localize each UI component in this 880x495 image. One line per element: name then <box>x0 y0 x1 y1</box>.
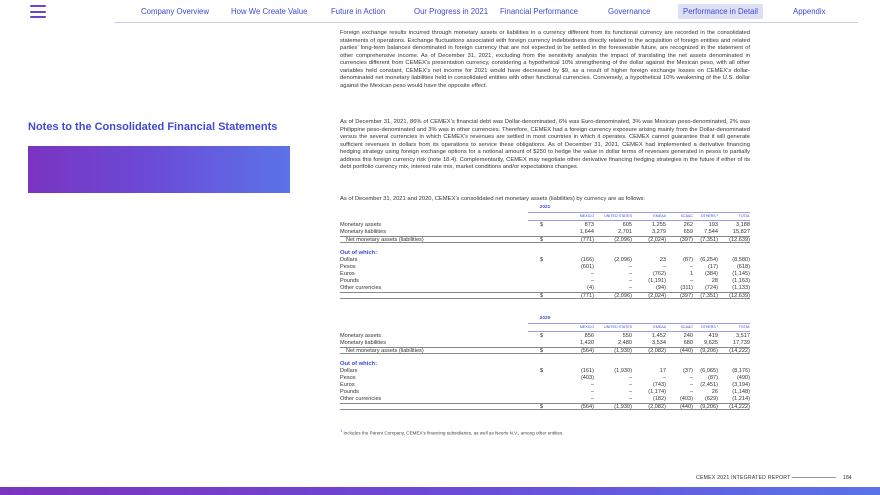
table-row <box>340 368 750 375</box>
table-row <box>340 257 750 264</box>
footnote-mark: 1 <box>340 428 343 433</box>
column-header: UNITED STATES <box>604 325 632 329</box>
cell-value: 1,644 <box>580 229 594 235</box>
cell-value: – <box>689 389 693 395</box>
nav-future-in-action[interactable]: Future in Action <box>331 7 386 16</box>
cell-value: (564) <box>580 348 594 354</box>
cell-value: – <box>628 278 632 284</box>
footnote-text: Includes the Parent Company, CEMEX’s financing subsidiaries, as well as Neoris N.V., among other entities. <box>343 430 564 436</box>
cell-value: (2,096) <box>614 293 632 299</box>
section-banner-image <box>28 146 290 193</box>
cell-value: (403) <box>679 396 693 402</box>
currency-symbol: $ <box>540 368 544 374</box>
cell-value: 193 <box>708 222 718 228</box>
cell-value: (724) <box>704 285 718 291</box>
cell-value: – <box>689 278 693 284</box>
cell-value: – <box>662 264 666 270</box>
bottom-gradient-bar <box>0 487 880 495</box>
column-header: SCA&C <box>680 325 693 329</box>
nav-company-overview[interactable]: Company Overview <box>141 7 210 16</box>
cell-value: – <box>590 271 594 277</box>
row-label: Monetary liabilities <box>340 340 387 346</box>
cell-value: – <box>662 375 666 381</box>
year-underline <box>528 323 750 324</box>
cell-value: (618) <box>736 264 750 270</box>
cell-value: 262 <box>683 222 693 228</box>
cell-value: (397) <box>679 293 693 299</box>
row-label: Euros <box>340 271 355 277</box>
cell-value: 873 <box>584 222 594 228</box>
cell-value: (12,639) <box>729 237 750 243</box>
cell-value: – <box>628 396 632 402</box>
currency-symbol: $ <box>540 237 544 243</box>
cell-value: (1,930) <box>614 348 632 354</box>
cell-value: (1,148) <box>732 389 750 395</box>
cell-value: (14,222) <box>729 348 750 354</box>
cell-value: 3,517 <box>736 333 750 339</box>
currency-symbol: $ <box>540 222 544 228</box>
nav-governance[interactable]: Governance <box>608 7 651 16</box>
column-header: MEXICO <box>579 325 594 329</box>
cell-value: (94) <box>656 285 666 291</box>
cell-value: (1,145) <box>732 271 750 277</box>
table-row <box>340 340 750 347</box>
cell-value: (771) <box>580 237 594 243</box>
cell-value: (17) <box>708 264 718 270</box>
column-header: EMEAA <box>653 325 666 329</box>
nav-financial-performance[interactable]: Financial Performance <box>500 7 579 16</box>
cell-value: 15,827 <box>732 229 750 235</box>
table-total-row <box>340 347 750 354</box>
cell-value: (6,065) <box>700 368 718 374</box>
column-header: TOTAL <box>738 325 750 329</box>
cell-value: (166) <box>580 257 594 263</box>
year-underline <box>528 212 750 213</box>
report-title: CEMEX 2021 INTEGRATED REPORT <box>696 475 791 481</box>
cell-value: 17,739 <box>732 340 750 346</box>
cell-value: (384) <box>704 271 718 277</box>
table-2021 <box>340 205 750 315</box>
cell-value: (311) <box>680 285 693 291</box>
cell-value: (6,254) <box>700 257 718 263</box>
row-label: Net monetary assets (liabilities) <box>346 237 424 243</box>
cell-value: (8,176) <box>732 368 750 374</box>
cell-value: (440) <box>679 404 693 410</box>
cell-value: (2,024) <box>648 293 666 299</box>
cell-value: (397) <box>679 237 693 243</box>
cell-value: (762) <box>652 271 666 277</box>
cell-value: 856 <box>584 333 594 339</box>
cell-value: (9,206) <box>700 348 718 354</box>
table-row <box>340 382 750 389</box>
cell-value: (2,024) <box>648 237 666 243</box>
row-label: Pesos <box>340 375 356 381</box>
cell-value: 23 <box>659 257 666 263</box>
out-of-which-label: Out of which: <box>340 250 378 256</box>
cell-value: 3,279 <box>652 229 666 235</box>
header-underline <box>528 331 750 332</box>
paragraph-table-intro: As of December 31, 2021 and 2020, CEMEX’s consolidated net monetary assets (liabilities) by currency are as follows: <box>340 196 646 202</box>
row-label: Dollars <box>340 257 358 263</box>
cell-value: (1,930) <box>614 404 632 410</box>
page-number: 184 <box>843 475 852 481</box>
table-row <box>340 278 750 285</box>
header-underline <box>528 220 750 221</box>
cell-value: (1,163) <box>732 278 750 284</box>
row-label: Other currencies <box>340 396 382 402</box>
table-row <box>340 333 750 340</box>
currency-symbol: $ <box>540 257 544 263</box>
cell-value: 1,420 <box>580 340 594 346</box>
table-row <box>340 222 750 229</box>
cell-value: 419 <box>708 333 718 339</box>
section-title: Notes to the Consolidated Financial Statements <box>28 121 278 133</box>
nav-performance-in-detail[interactable]: Performance in Detail <box>678 4 763 19</box>
currency-symbol: $ <box>540 404 544 410</box>
row-label: Net monetary assets (liabilities) <box>346 348 424 354</box>
cell-value: 28 <box>711 278 718 284</box>
cell-value: (2,096) <box>614 257 632 263</box>
cell-value: 3,534 <box>652 340 666 346</box>
cell-value: (743) <box>652 382 666 388</box>
nav-menu <box>0 0 880 24</box>
cell-value: (14,222) <box>729 404 750 410</box>
table-2020 <box>340 316 750 426</box>
cell-value: – <box>590 389 594 395</box>
cell-value: 2,480 <box>618 340 632 346</box>
cell-value: – <box>628 375 632 381</box>
cell-value: 659 <box>683 229 693 235</box>
cell-value: (1,191) <box>648 278 666 284</box>
table-row <box>340 389 750 396</box>
cell-value: – <box>628 382 632 388</box>
paragraph-debt-currency: As of December 31, 2021, 86% of CEMEX’s financial debt was Dollar-denominated, 6% was Euro-denominated, 3% was Mexican peso-denominated, 2% was Philippine peso-denominated and 3% was in other currencies. Therefore, CEMEX had a foreign currency exposure arising mainly from the Dollar-denominated versus the several currencies in which CEMEX’s revenues are settled in most countries in which it operates. CEMEX cannot guarantee that it will generate sufficient revenues in dollars from its operations to service these obligations. As of December 31, 2021, CEMEX had implemented a derivative financing hedging strategy using foreign exchange options for a notional amount of $250 to hedge the value in dollar terms of revenues generated in pesos to partially address this foreign currency risk (note 18.4). Complementarily, CEMEX may negotiate other derivative financing hedging strategies in the future if either of its debt portfolio currency mix, interest rate mix, market conditions and/or expectations changes. <box>340 119 750 170</box>
cell-value: (490) <box>736 375 750 381</box>
cell-value: 9,625 <box>704 340 718 346</box>
cell-value: 605 <box>622 222 632 228</box>
nav-divider <box>115 22 858 23</box>
cell-value: (564) <box>580 404 594 410</box>
cell-value: (403) <box>580 375 594 381</box>
row-label: Dollars <box>340 368 358 374</box>
cell-value: (87) <box>683 257 693 263</box>
row-label: Monetary assets <box>340 222 382 228</box>
column-header: EMEAA <box>653 214 666 218</box>
nav-how-we-create-value[interactable]: How We Create Value <box>231 7 308 16</box>
top-navigation-bar <box>0 0 880 24</box>
cell-value: – <box>590 278 594 284</box>
table-row <box>340 229 750 236</box>
row-label: Monetary liabilities <box>340 229 387 235</box>
cell-value: 26 <box>711 389 718 395</box>
table-total-row <box>340 403 750 410</box>
cell-value: – <box>628 285 632 291</box>
cell-value: 17 <box>659 368 666 374</box>
cell-value: (3,194) <box>732 382 750 388</box>
cell-value: (2,082) <box>648 348 666 354</box>
cell-value: (771) <box>580 293 594 299</box>
cell-value: – <box>689 382 693 388</box>
column-header: TOTAL <box>738 214 750 218</box>
cell-value: (1,214) <box>732 396 750 402</box>
cell-value: 1 <box>689 271 693 277</box>
table-year-label: 2021 <box>539 205 551 210</box>
cell-value: – <box>628 264 632 270</box>
row-label: Pounds <box>340 278 359 284</box>
cell-value: (7,351) <box>700 293 718 299</box>
cell-value: 1,452 <box>652 333 666 339</box>
cell-value: 7,544 <box>704 229 718 235</box>
cell-value: – <box>689 264 693 270</box>
cell-value: (1,930) <box>614 368 632 374</box>
footnote <box>340 428 564 436</box>
table-row <box>340 375 750 382</box>
cell-value: (629) <box>704 396 718 402</box>
column-header: MEXICO <box>579 214 594 218</box>
column-header: UNITED STATES <box>604 214 632 218</box>
table-row <box>340 271 750 278</box>
table-total-row <box>340 236 750 243</box>
cell-value: (87) <box>708 375 718 381</box>
cell-value: (2,451) <box>700 382 718 388</box>
row-label: Monetary assets <box>340 333 382 339</box>
table-total-row <box>340 292 750 299</box>
cell-value: – <box>628 389 632 395</box>
cell-value: 550 <box>622 333 632 339</box>
row-label: Euros <box>340 382 355 388</box>
row-label: Pounds <box>340 389 359 395</box>
cell-value: – <box>590 396 594 402</box>
cell-value: 3,188 <box>736 222 750 228</box>
paragraph-fx-results: Foreign exchange results incurred through monetary assets or liabilities in a currency different from its functional currency are recorded in the consolidated statements of operations. Exchange fluctuations associated with foreign currency indebtedness directly related to the acquisition of foreign entities and related parties’ long-term balances denominated in foreign currency that are not expected to be settled in the foreseeable future, are recognized in the statement of other comprehensive income. As of December 31, 2021, excluding from the sensitivity analysis the impact of translating the net assets denominated in currencies different from CEMEX’s presentation currency, considering a hypothetical 10% strengthening of the dollar against the Mexican peso, with all other variables held constant, CEMEX’s net income for 2021 would have decreased by $9, as a result of higher foreign exchange losses on CEMEX’s dollar-denominated net monetary liabilities held in consolidated entities with other functional currencies. Conversely, a hypothetical 10% weakening of the U.S. dollar against the Mexican peso would have the opposite effect. <box>340 30 750 89</box>
cell-value: – <box>689 375 693 381</box>
cell-value: (182) <box>652 396 666 402</box>
table-year-label: 2020 <box>539 316 551 321</box>
currency-symbol: $ <box>540 333 544 339</box>
cell-value: (4) <box>587 285 594 291</box>
cell-value: (1,174) <box>648 389 666 395</box>
nav-our-progress-2021[interactable]: Our Progress in 2021 <box>414 7 489 16</box>
row-label: Pesos <box>340 264 356 270</box>
table-row <box>340 264 750 271</box>
cell-value: 1,255 <box>652 222 666 228</box>
cell-value: (601) <box>580 264 594 270</box>
column-header: OTHERS ¹ <box>700 214 718 218</box>
out-of-which-label: Out of which: <box>340 361 378 367</box>
cell-value: – <box>628 271 632 277</box>
currency-symbol: $ <box>540 293 544 299</box>
cell-value: 240 <box>683 333 693 339</box>
footer-divider <box>792 477 836 478</box>
cell-value: (1,133) <box>732 285 750 291</box>
cell-value: (161) <box>580 368 594 374</box>
cell-value: (440) <box>679 348 693 354</box>
row-label: Other currencies <box>340 285 382 291</box>
cell-value: 680 <box>683 340 693 346</box>
table-row <box>340 285 750 292</box>
column-header: SCA&C <box>680 214 693 218</box>
cell-value: (2,096) <box>614 237 632 243</box>
cell-value: (2,082) <box>648 404 666 410</box>
cell-value: 2,701 <box>618 229 632 235</box>
cell-value: (7,351) <box>700 237 718 243</box>
cell-value: (37) <box>683 368 693 374</box>
cell-value: (8,580) <box>732 257 750 263</box>
nav-appendix[interactable]: Appendix <box>793 7 826 16</box>
cell-value: (12,639) <box>729 293 750 299</box>
table-row <box>340 396 750 403</box>
column-header: OTHERS ¹ <box>700 325 718 329</box>
cell-value: (9,206) <box>700 404 718 410</box>
currency-symbol: $ <box>540 348 544 354</box>
cell-value: – <box>590 382 594 388</box>
